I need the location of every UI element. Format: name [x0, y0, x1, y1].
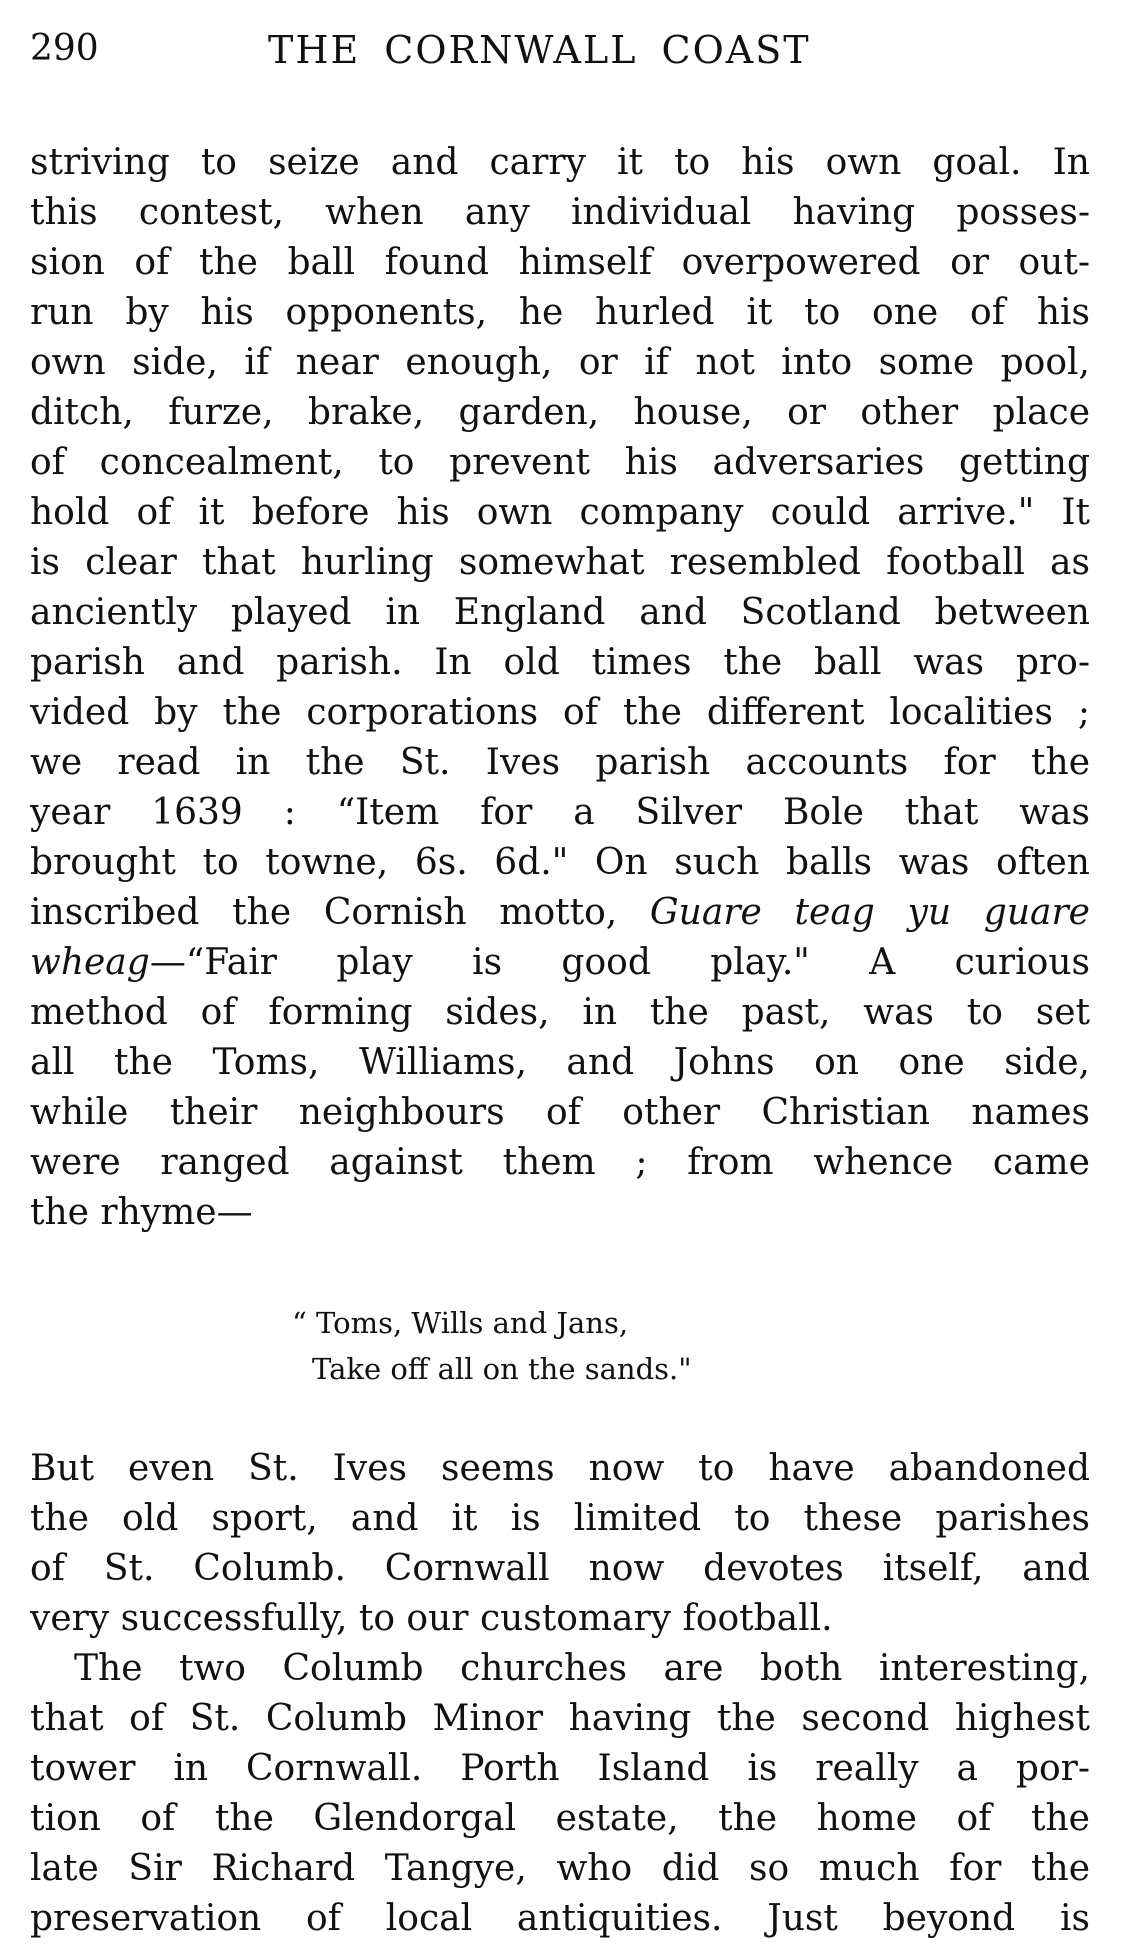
paragraph-columb-churches — [30, 1644, 1090, 1944]
text-line: the old sport, and it is limited to these parishes — [30, 1498, 1090, 1539]
verse-line-1: “ Toms, Wills and Jans, — [292, 1306, 629, 1340]
text-line: The two Columb churches are both interesting, — [74, 1648, 1090, 1689]
motto-translation-text: —“Fair play is good play." A curious — [149, 942, 1090, 983]
text-line: very successfully, to our customary football. — [30, 1598, 833, 1639]
text-line: we read in the St. Ives parish accounts for the — [30, 742, 1090, 783]
text-line: of St. Columb. Cornwall now devotes itself, and — [30, 1548, 1090, 1589]
text-line: run by his opponents, he hurled it to one of his — [30, 292, 1090, 333]
text-line: sion of the ball found himself overpowered or out- — [30, 242, 1090, 283]
paragraph-st-ives — [30, 1444, 1090, 1644]
text-line: all the Toms, Williams, and Johns on one side, — [30, 1042, 1090, 1083]
text-line: that of St. Columb Minor having the second highest — [30, 1698, 1090, 1739]
text-line: is clear that hurling somewhat resembled football as — [30, 542, 1090, 583]
text-line: tion of the Glendorgal estate, the home of the — [30, 1798, 1090, 1839]
running-head — [30, 20, 1090, 76]
text-line: preservation of local antiquities. Just beyond is — [30, 1898, 1090, 1939]
cornish-motto-italic-end: wheag — [30, 942, 150, 983]
text-line: late Sir Richard Tangye, who did so much for the — [30, 1848, 1090, 1889]
text-line: own side, if near enough, or if not into some pool, — [30, 342, 1090, 383]
text-line: anciently played in England and Scotland between — [30, 592, 1090, 633]
text-line: hold of it before his own company could arrive." It — [30, 492, 1090, 533]
text-line: brought to towne, 6s. 6d." On such balls was often — [30, 842, 1090, 883]
text-line: were ranged against them ; from whence came — [30, 1142, 1090, 1183]
text-line: parish and parish. In old times the ball was pro- — [30, 642, 1090, 683]
book-page — [30, 20, 1090, 1944]
text-line: vided by the corporations of the different localities ; — [30, 692, 1090, 733]
rhyme-verse — [292, 1300, 1090, 1392]
text-line: tower in Cornwall. Porth Island is really a por- — [30, 1748, 1090, 1789]
motto-intro-text: inscribed the Cornish motto, — [30, 892, 650, 933]
text-line: while their neighbours of other Christian names — [30, 1092, 1090, 1133]
text-line: ditch, furze, brake, garden, house, or other place — [30, 392, 1090, 433]
text-line: method of forming sides, in the past, was to set — [30, 992, 1090, 1033]
text-line: striving to seize and carry it to his own goal. In — [30, 142, 1090, 183]
page-number: 290 — [30, 28, 99, 69]
text-line: the rhyme— — [30, 1192, 253, 1233]
verse-line-2: Take off all on the sands." — [312, 1352, 692, 1386]
text-line: this contest, when any individual having posses- — [30, 192, 1090, 233]
paragraph-hurling — [30, 138, 1090, 1238]
text-line-motto-translation — [30, 938, 1090, 988]
text-line: But even St. Ives seems now to have abandoned — [30, 1448, 1090, 1489]
running-title: THE CORNWALL COAST — [268, 28, 811, 72]
text-line-motto — [30, 888, 1090, 938]
cornish-motto-italic: Guare teag yu guare — [649, 892, 1090, 933]
text-line: year 1639 : “Item for a Silver Bole that was — [30, 792, 1090, 833]
text-line: of concealment, to prevent his adversaries getting — [30, 442, 1090, 483]
